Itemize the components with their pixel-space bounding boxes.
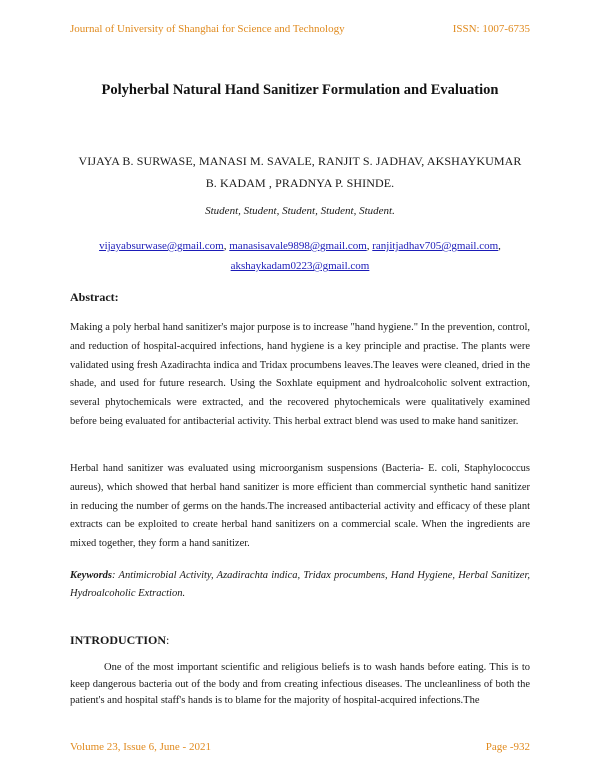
introduction-heading-colon: : — [166, 633, 170, 647]
introduction-heading-text: INTRODUCTION — [70, 633, 167, 647]
issn: ISSN: 1007-6735 — [452, 23, 530, 35]
journal-name: Journal of University of Shanghai for Science and Technology — [70, 23, 345, 35]
affiliation: Student, Student, Student, Student, Student. — [205, 205, 395, 217]
authors-line-1: VIJAYA B. SURWASE, MANASI M. SAVALE, RANJIT S. JADHAV, AKSHAYKUMAR — [78, 154, 522, 168]
email-list — [70, 236, 530, 276]
email-link-kadam[interactable]: akshaykadam0223@gmail.com — [230, 260, 370, 272]
email-sep: , — [366, 240, 373, 252]
email-link-jadhav[interactable]: ranjitjadhav705@gmail.com — [372, 240, 499, 252]
keywords — [70, 567, 530, 602]
keywords-text: : Antimicrobial Activity, Azadirachta indica, Tridax procumbens, Hand Hygiene, Herbal Sanitizer, Hydroalcoholic Extraction. — [70, 570, 530, 599]
emails-line-2 — [70, 256, 530, 276]
email-link-savale[interactable]: manasisavale9898@gmail.com — [229, 240, 367, 252]
email-link-surwase[interactable]: vijayabsurwase@gmail.com — [99, 240, 224, 252]
abstract-paragraph-1: Making a poly herbal hand sanitizer's major purpose is to increase "hand hygiene." In the prevention, control, and reduction of hospital-acquired infections, hand hygiene is a key principle and practise. The plants were validated using fresh Azadirachta indica and Tridax procumbens leaves.The leaves were cleaned, dried in the shade, and used for future research. Using the Soxhlate equipment and hydroalcoholic solvent extraction, several phytochemicals were extracted, and the recovered phytochemicals were qualitatively examined before being evaluated for antibacterial activity. This herbal extract blend was used to make hand sanitizer. — [70, 322, 530, 427]
email-sep: , — [223, 240, 230, 252]
emails-line-1 — [70, 236, 530, 256]
paper-title: Polyherbal Natural Hand Sanitizer Formulation and Evaluation — [101, 82, 499, 98]
email-sep: , — [498, 240, 501, 252]
page-number: Page -932 — [485, 741, 530, 753]
author-list — [70, 150, 530, 194]
authors-line-2: B. KADAM , PRADNYA P. SHINDE. — [205, 176, 395, 190]
volume-info: Volume 23, Issue 6, June - 2021 — [70, 741, 211, 753]
abstract-paragraph-2: Herbal hand sanitizer was evaluated using microorganism suspensions (Bacteria- E. coli, Staphylococcus aureus), which showed that herbal hand sanitizer is more efficient than commercial synthetic hand sanitizer in reducing the number of germs on the hands.The increased antibacterial activity and efficacy of these plant extracts can be exploited to create herbal hand sanitizers on a commercial scale. When the ingredients are mixed together, they form a hand sanitizer. — [70, 463, 530, 550]
introduction-heading — [70, 633, 169, 648]
introduction-paragraph: One of the most important scientific and religious beliefs is to wash hands before eating. This is to keep dangerous bacteria out of the body and from creating infectious diseases. The uncleanliness of both the patient's and hospital staff's hands is to blame for the majority of hospital-acquired infections.The — [70, 662, 530, 706]
abstract-heading: Abstract: — [70, 290, 119, 304]
keywords-label: Keywords — [70, 570, 112, 581]
